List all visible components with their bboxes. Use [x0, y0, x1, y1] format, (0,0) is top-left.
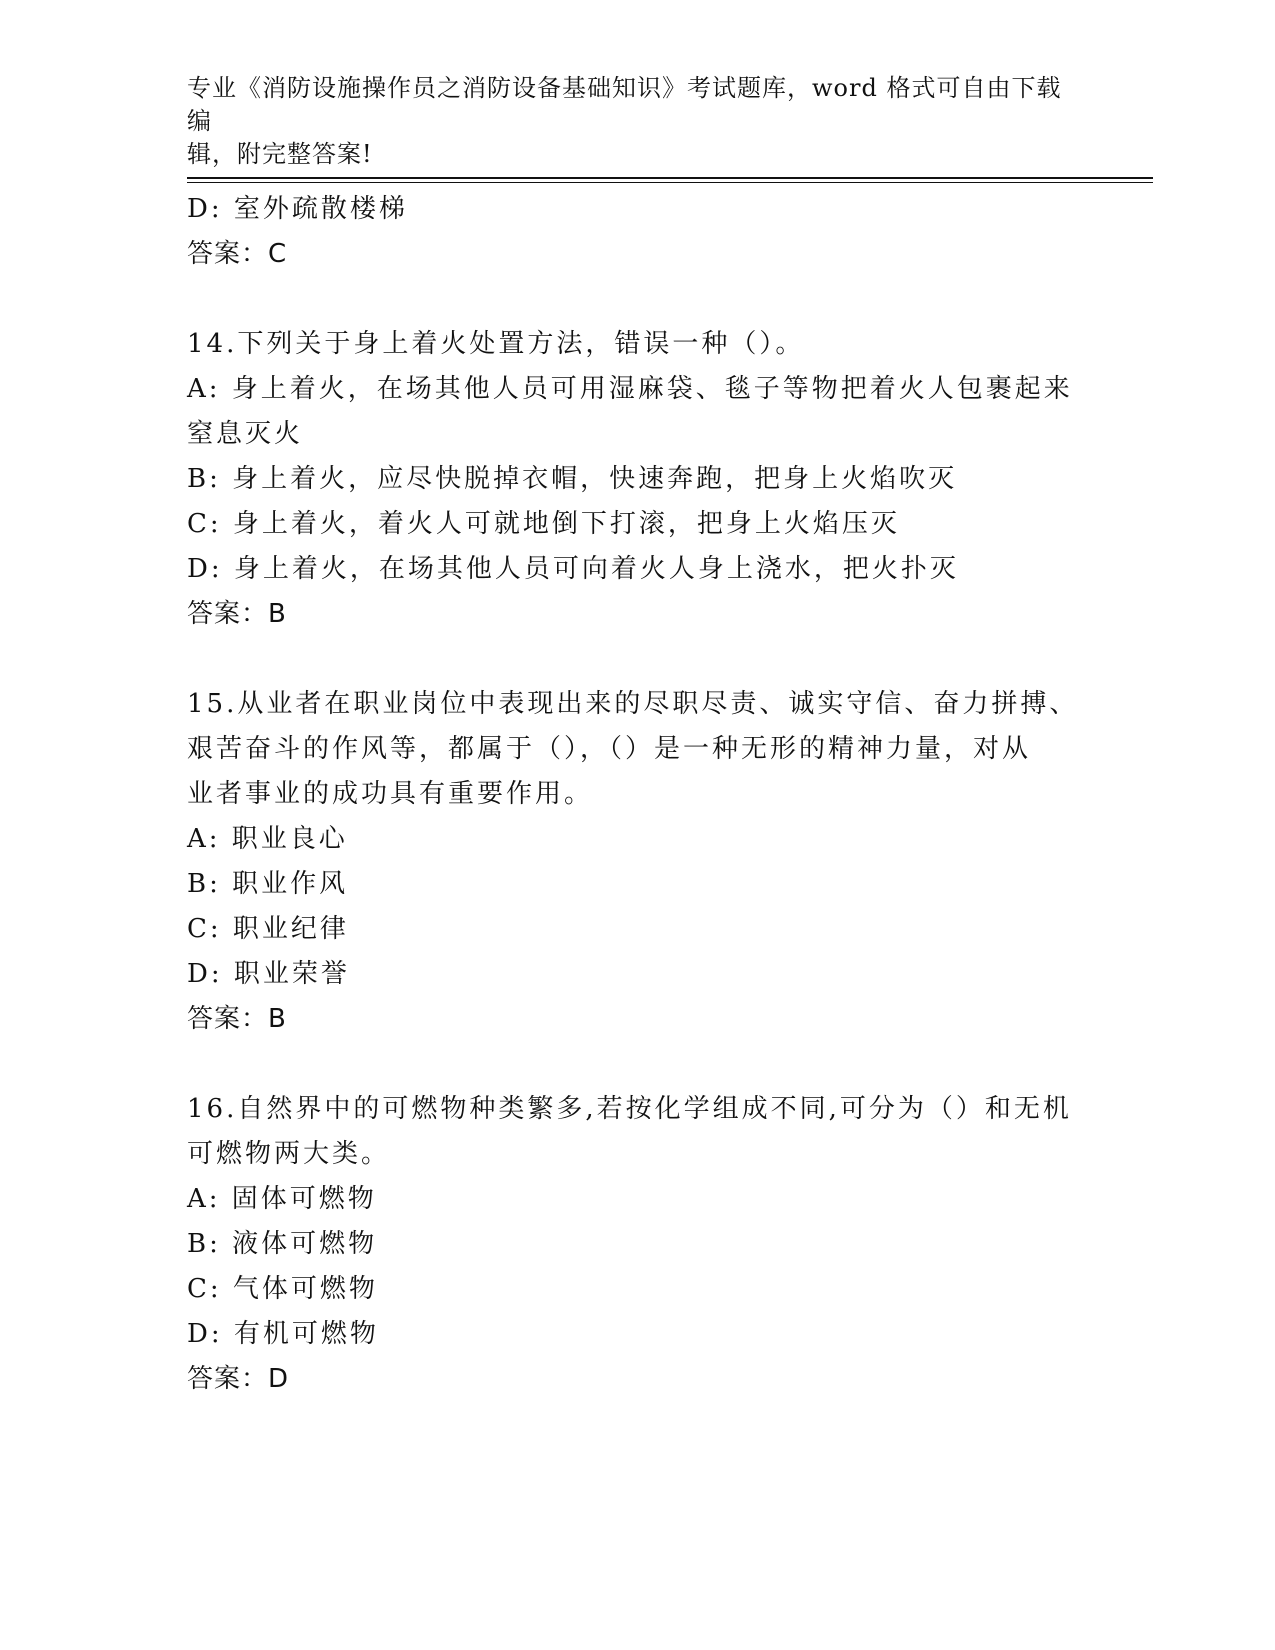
- question-13-answer: 答案：C: [187, 239, 288, 269]
- question-16-option-a: A: 固体可燃物: [187, 1184, 377, 1214]
- header-line-2: 辑，附完整答案!: [187, 140, 373, 168]
- question-16-stem-line-2: 可燃物两大类。: [187, 1139, 391, 1169]
- question-14-option-c: C: 身上着火，着火人可就地倒下打滚，把身上火焰压灭: [187, 509, 900, 539]
- question-16-stem-line-1: 16.自然界中的可燃物种类繁多,若按化学组成不同,可分为（）和无机: [187, 1094, 1072, 1124]
- question-15-option-c: C: 职业纪律: [187, 914, 349, 944]
- question-15-stem-line-1: 15.从业者在职业岗位中表现出来的尽职尽责、诚实守信、奋力拼搏、: [187, 689, 1079, 719]
- question-15-option-d: D: 职业荣誉: [187, 959, 350, 989]
- question-13-option-d: D: 室外疏散楼梯: [187, 194, 408, 224]
- header-divider-thick: [187, 177, 1153, 179]
- question-14-option-a: A: 身上着火，在场其他人员可用湿麻袋、毯子等物把着火人包裹起来: [187, 374, 1073, 404]
- question-list: [187, 187, 1087, 1402]
- spacer: [187, 1042, 1087, 1087]
- question-15-stem-line-3: 业者事业的成功具有重要作用。: [187, 779, 594, 809]
- question-15: [187, 682, 1087, 1042]
- question-16-option-b: B: 液体可燃物: [187, 1229, 378, 1259]
- spacer: [187, 277, 1087, 322]
- question-14-option-d: D: 身上着火，在场其他人员可向着火人身上浇水，把火扑灭: [187, 554, 959, 584]
- question-15-stem-line-2: 艰苦奋斗的作风等，都属于（），（）是一种无形的精神力量，对从: [187, 734, 1032, 764]
- header-line-1: 专业《消防设施操作员之消防设备基础知识》考试题库，word 格式可自由下载编: [187, 74, 1062, 135]
- document-header: [187, 72, 1067, 171]
- question-14-option-a-continued: 窒息灭火: [187, 419, 304, 449]
- question-16-answer: 答案：D: [187, 1364, 290, 1394]
- question-16: [187, 1087, 1087, 1402]
- spacer: [187, 637, 1087, 682]
- question-15-option-a: A: 职业良心: [187, 824, 348, 854]
- question-15-answer: 答案：B: [187, 1004, 287, 1034]
- question-14-option-b: B: 身上着火，应尽快脱掉衣帽，快速奔跑，把身上火焰吹灭: [187, 464, 958, 494]
- question-16-option-d: D: 有机可燃物: [187, 1319, 379, 1349]
- question-16-option-c: C: 气体可燃物: [187, 1274, 378, 1304]
- header-divider-thin: [187, 182, 1153, 183]
- question-13-tail: [187, 187, 1087, 277]
- question-15-option-b: B: 职业作风: [187, 869, 349, 899]
- question-14-answer: 答案：B: [187, 599, 287, 629]
- question-14-stem: 14.下列关于身上着火处置方法，错误一种（）。: [187, 329, 805, 359]
- question-14: [187, 322, 1087, 637]
